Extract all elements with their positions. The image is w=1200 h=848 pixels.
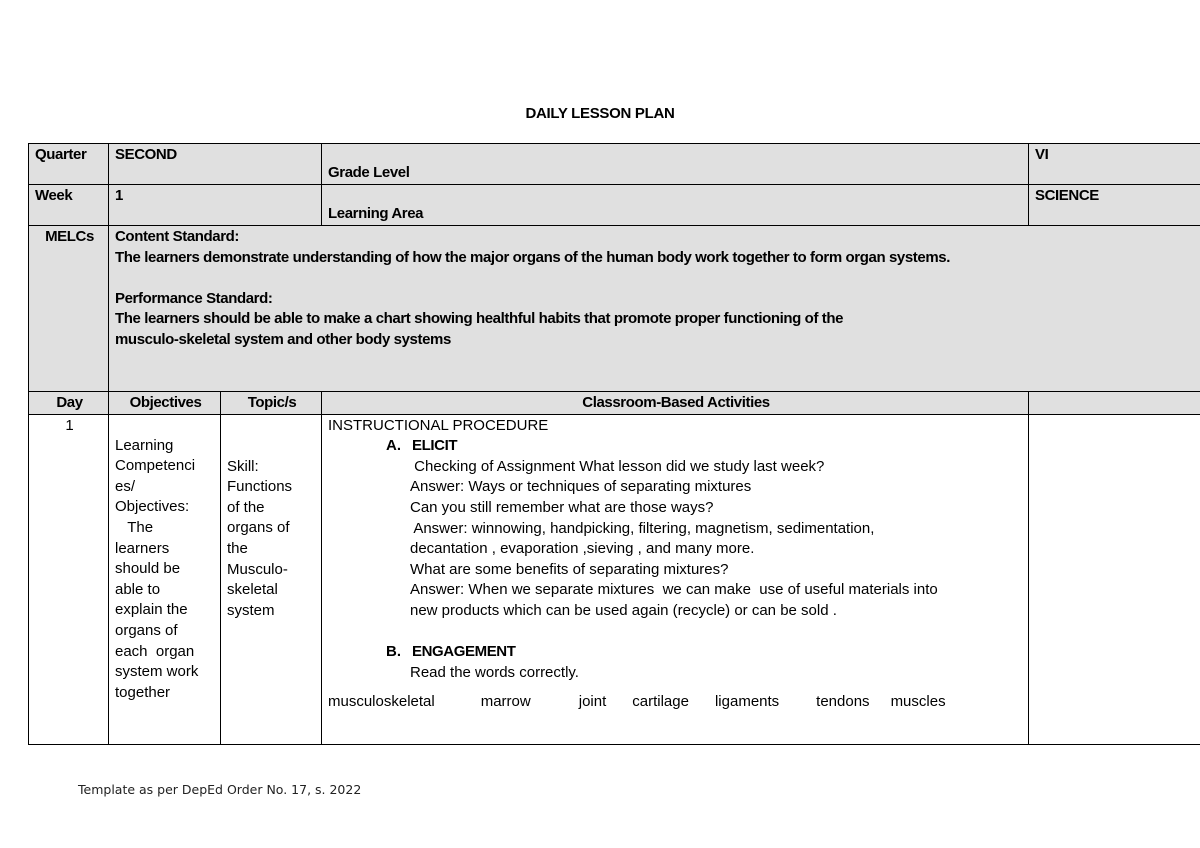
quarter-label: Quarter <box>29 144 109 185</box>
topic-line: Musculo- <box>227 560 288 578</box>
elicit-heading <box>328 436 1024 457</box>
engagement-letter: B. <box>386 643 401 661</box>
vocabulary-word: musculoskeletal <box>328 693 435 711</box>
elicit-line: Answer: When we separate mixtures we can make use of useful materials into <box>410 581 938 599</box>
vocabulary-word: ligaments <box>714 693 780 711</box>
objectives-line: organs of <box>115 621 178 639</box>
elicit-line: What are some benefits of separating mixtures? <box>410 560 729 578</box>
vocabulary-word: tendons <box>816 693 870 711</box>
topics-text <box>227 457 317 622</box>
vocabulary-word: marrow <box>480 693 531 711</box>
objectives-cell <box>109 414 221 744</box>
week-label: Week <box>29 185 109 226</box>
objectives-line: Objectives: <box>115 498 190 516</box>
engagement-instruction: Read the words correctly. <box>410 663 579 681</box>
document-title: DAILY LESSON PLAN <box>525 105 675 122</box>
footer-note: Template as per DepEd Order No. 17, s. 2022 <box>78 782 362 797</box>
vocabulary-word: muscles <box>890 693 946 711</box>
objectives-line: The <box>115 518 154 536</box>
vocabulary-word: joint <box>578 693 607 711</box>
topics-header: Topic/s <box>221 392 322 415</box>
grade-level-label: Grade Level <box>322 144 1029 185</box>
engagement-title: ENGAGEMENT <box>412 643 516 661</box>
objectives-line: able to <box>115 580 161 598</box>
elicit-line: Checking of Assignment What lesson did we study last week? <box>410 457 825 475</box>
elicit-line: decantation , evaporation ,sieving , and many more. <box>410 540 755 558</box>
topic-line: system <box>227 601 275 619</box>
elicit-letter: A. <box>386 437 401 455</box>
quarter-value: SECOND <box>109 144 322 185</box>
objectives-line: system work <box>115 663 199 681</box>
topic-line: the <box>227 539 248 557</box>
objectives-line: learners <box>115 539 170 557</box>
elicit-text <box>328 457 1024 622</box>
column-header-row <box>29 392 1200 415</box>
lesson-plan-table <box>28 143 1200 745</box>
day-row <box>29 414 1200 744</box>
day-header: Day <box>29 392 109 415</box>
objectives-line: each organ <box>115 642 195 660</box>
activities-header: Classroom-Based Activities <box>322 392 1029 415</box>
learning-area-label: Learning Area <box>322 185 1029 226</box>
topics-cell <box>221 414 322 744</box>
performance-standard-text: musculo-skeletal system and other body systems <box>115 330 451 348</box>
objectives-line: should be <box>115 560 181 578</box>
week-value: 1 <box>109 185 322 226</box>
day-number: 1 <box>29 414 109 744</box>
topic-line: Skill: <box>227 457 259 475</box>
learning-area-value: SCIENCE <box>1029 185 1200 226</box>
extra-header <box>1029 392 1200 415</box>
objectives-line: Learning <box>115 436 174 454</box>
objectives-line: together <box>115 683 171 701</box>
objectives-header: Objectives <box>109 392 221 415</box>
extra-cell <box>1029 414 1200 744</box>
elicit-line: Can you still remember what are those ways? <box>410 498 714 516</box>
grade-level-value: VI <box>1029 144 1200 185</box>
objectives-line: explain the <box>115 601 188 619</box>
elicit-line: Answer: winnowing, handpicking, filtering, magnetism, sedimentation, <box>410 519 875 537</box>
melcs-content <box>109 226 1200 392</box>
elicit-line: new products which can be used again (recycle) or can be sold . <box>410 601 837 619</box>
objectives-line: es/ <box>115 477 136 495</box>
content-standard-text: The learners demonstrate understanding of how the major organs of the human body work together to form organ systems. <box>115 248 950 266</box>
topic-line: Functions <box>227 478 293 496</box>
elicit-line: Answer: Ways or techniques of separating mixtures <box>410 478 752 496</box>
content-standard-label: Content Standard: <box>115 228 240 245</box>
topic-line: of the <box>227 498 265 516</box>
melcs-label: MELCs <box>29 226 109 392</box>
objectives-line: Competenci <box>115 457 196 475</box>
performance-standard-label: Performance Standard: <box>115 289 273 307</box>
topic-line: skeletal <box>227 581 278 599</box>
objectives-text <box>115 436 216 704</box>
procedure-title: INSTRUCTIONAL PROCEDURE <box>328 416 549 434</box>
word-list <box>328 683 1024 713</box>
topic-line: organs of <box>227 519 290 537</box>
vocabulary-word: cartilage <box>632 693 689 711</box>
quarter-row <box>29 144 1200 185</box>
week-row <box>29 185 1200 226</box>
engagement-heading <box>328 642 1024 663</box>
performance-standard-text: The learners should be able to make a chart showing healthful habits that promote proper functioning of the <box>115 310 844 328</box>
activities-cell <box>322 414 1029 744</box>
melcs-row <box>29 226 1200 392</box>
elicit-title: ELICIT <box>412 437 458 455</box>
